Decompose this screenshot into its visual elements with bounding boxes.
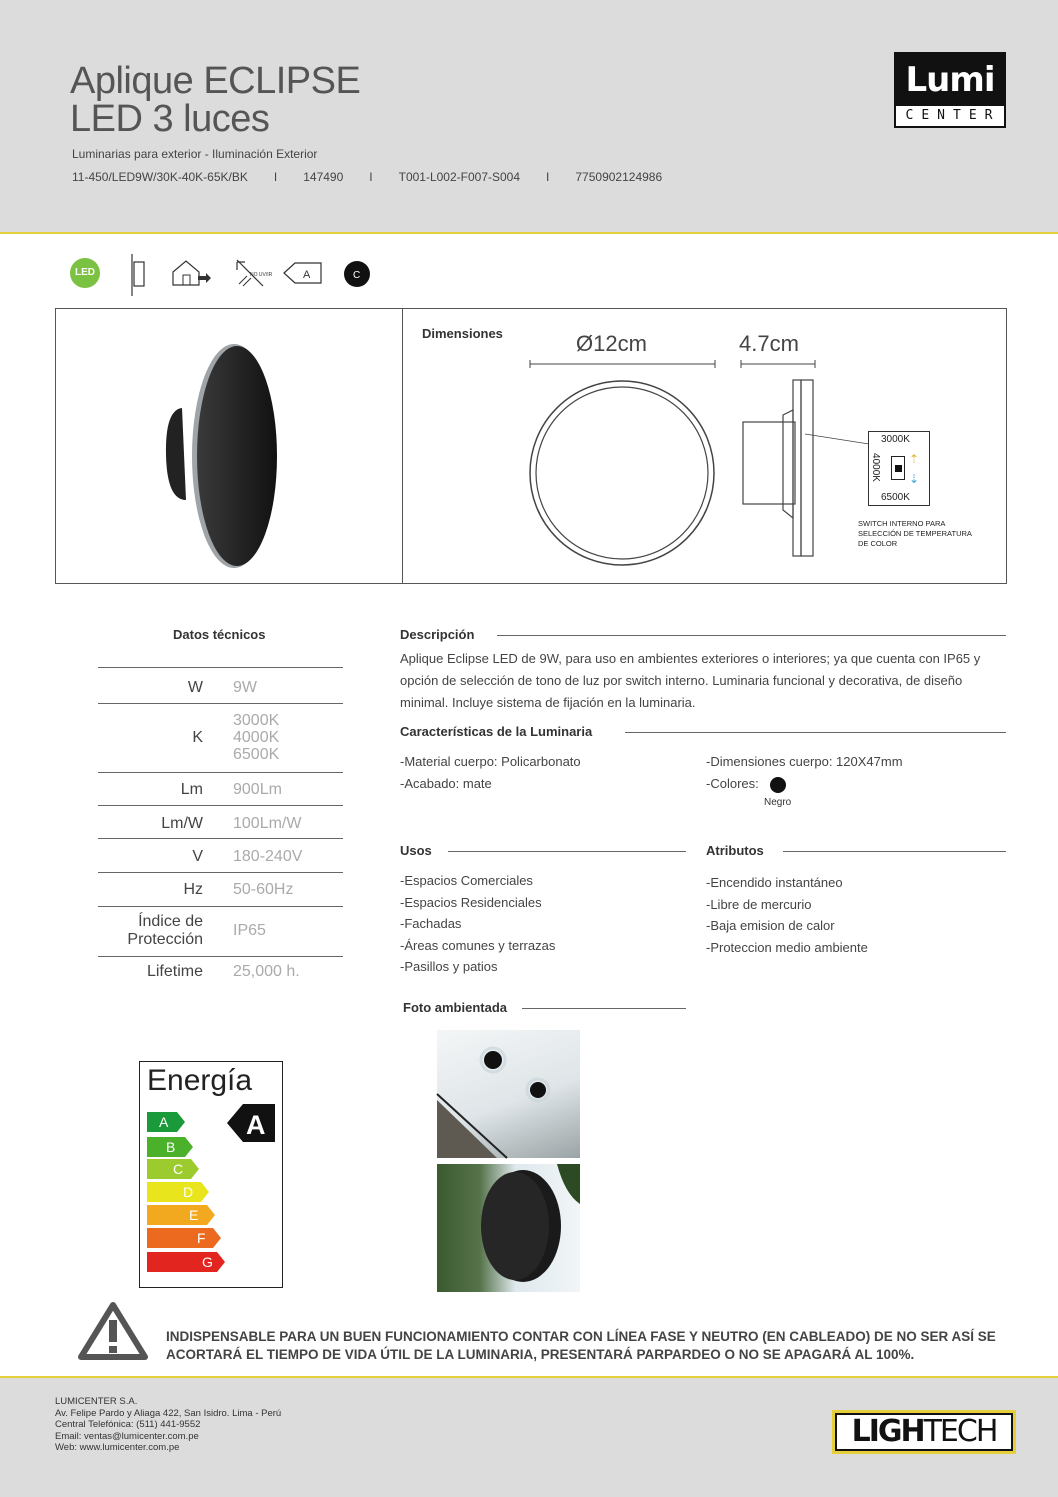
model-code: 11-450/LED9W/30K-40K-65K/BK: [72, 170, 248, 184]
energy-bar-a: [147, 1112, 187, 1132]
no-uv-label: NO UV/IR: [250, 272, 273, 278]
atributos-title: Atributos: [706, 843, 764, 858]
tech-title: Datos técnicos: [173, 627, 266, 642]
subtitle: Luminarias para exterior - Iluminación Exterior: [72, 147, 318, 161]
energy-title: Energía: [147, 1064, 253, 1097]
warning-text: [166, 1328, 1046, 1364]
usos-rule: [448, 851, 686, 852]
title-line-2: LED 3 luces: [70, 98, 270, 140]
ambient-photo-2: [437, 1164, 580, 1292]
list-item: -Colores:: [706, 775, 759, 791]
arrow-up-icon: ⇡: [909, 452, 920, 466]
list-item: -Fachadas: [400, 916, 462, 931]
color-swatch-black: [770, 777, 786, 793]
tech-label: Hz: [183, 881, 203, 898]
photos-title: Foto ambientada: [403, 1000, 508, 1015]
description-text: Aplique Eclipse LED de 9W, para uso en ambientes exteriores o interiores; ya que cuenta con IP65 y opción de selección de tono de luz por switch interno. Luminaria funcional y decorativa, de diseño minimal. Incluye sistema de fijación en la luminaria.: [400, 651, 981, 710]
tech-label: V: [192, 848, 203, 865]
wall-mount-icon: [128, 254, 148, 296]
company-phone: Central Telefónica: (511) 441-9552: [55, 1419, 201, 1430]
tech-row-k: [98, 703, 343, 772]
front-view-drawing: [520, 360, 720, 570]
diameter-dimension: Ø12cm: [576, 331, 647, 356]
characteristics-title: Características de la Luminaria: [400, 724, 593, 739]
tech-value: 900Lm: [233, 781, 282, 798]
tech-row-w: [98, 667, 343, 703]
list-item: -Áreas comunes y terrazas: [400, 937, 556, 953]
ambient-photo-1: [437, 1030, 580, 1158]
tech-label: Índice de Protección: [127, 913, 203, 948]
sku-code: 147490: [303, 170, 344, 184]
company-name: LUMICENTER S.A.: [55, 1396, 138, 1407]
energy-letter: F: [197, 1230, 206, 1246]
tech-row-ip: [98, 906, 343, 956]
list-item: -Acabado: mate: [400, 775, 492, 791]
characteristics-rule: [625, 732, 1006, 733]
code-separator: I: [369, 170, 373, 184]
warning-line-1: INDISPENSABLE PARA UN BUEN FUNCIONAMIENTO CONTAR CON LÍNEA FASE Y NEUTRO (EN CABLEADO) DE NO SER ASÍ SE: [166, 1329, 996, 1344]
tech-label: W: [187, 679, 203, 696]
tech-row-v: [98, 838, 343, 872]
color-switch-diagram: [868, 431, 930, 506]
description-title: Descripción: [400, 627, 475, 642]
warning-icon: [78, 1302, 148, 1360]
list-item: -Espacios Comerciales: [400, 873, 533, 888]
barcode-number: 7750902124986: [575, 170, 663, 184]
atributos-list: [706, 872, 868, 958]
characteristics-left: [400, 751, 581, 794]
switch-value-4000: 4000K: [869, 453, 881, 482]
ambient-photo-1-scene: [437, 1030, 580, 1158]
dimensions-label: Dimensiones: [422, 326, 503, 341]
energy-letter: G: [202, 1254, 213, 1270]
lightech-logo-bold: LIGH: [851, 1414, 924, 1449]
tech-label: Lm: [180, 781, 203, 798]
energy-letter: C: [173, 1161, 184, 1177]
energy-bar-g: [147, 1252, 229, 1272]
company-web: Web: www.lumicenter.com.pe: [55, 1442, 180, 1453]
usos-list: [400, 870, 555, 978]
lumicenter-logo: [894, 52, 1006, 128]
energy-class-icon: [283, 262, 323, 284]
code-separator: I: [546, 170, 550, 184]
ambient-photo-2-scene: [437, 1164, 580, 1292]
lightech-logo: [835, 1413, 1013, 1451]
company-email: Email: ventas@lumicenter.com.pe: [55, 1430, 199, 1442]
page-title: [70, 62, 360, 138]
description-rule: [497, 635, 1006, 636]
product-codes: [72, 170, 662, 184]
tech-value: 180-240V: [233, 848, 303, 865]
switch-knob: [895, 465, 902, 472]
tech-value: 50-60Hz: [233, 881, 294, 898]
list-item: -Encendido instantáneo: [706, 875, 843, 890]
company-info: [55, 1396, 281, 1454]
image-box-divider: [402, 309, 403, 583]
depth-dimension: 4.7cm: [739, 331, 799, 356]
usos-title: Usos: [400, 843, 432, 858]
led-icon: LED: [70, 258, 100, 288]
arrow-down-icon: ⇣: [909, 472, 920, 486]
energy-bar-d: [147, 1182, 213, 1202]
energy-letter: B: [166, 1139, 176, 1155]
energy-letter: A: [159, 1114, 169, 1130]
energy-bar-f: [147, 1228, 225, 1248]
lightech-logo-light: TECH: [923, 1414, 997, 1449]
no-uv-icon: [235, 258, 273, 288]
energy-bar-e: [147, 1205, 219, 1225]
list-item: -Libre de mercurio: [706, 896, 812, 912]
list-item: -Baja emision de calor: [706, 918, 835, 933]
tech-row-lmw: [98, 805, 343, 838]
category-code: T001-L002-F007-S004: [398, 170, 521, 184]
characteristics-right: [706, 751, 903, 794]
tech-row-lm: [98, 772, 343, 805]
energy-bar-b: [147, 1137, 197, 1157]
code-separator: I: [273, 170, 278, 184]
list-item: -Proteccion medio ambiente: [706, 939, 868, 955]
logo-text-bottom: CENTER: [905, 108, 1001, 123]
tech-label: K: [192, 729, 203, 746]
energy-rating: A: [246, 1110, 266, 1140]
warning-line-2: ACORTARÁ EL TIEMPO DE VIDA ÚTIL DE LA LUMINARIA, PRESENTARÁ PARPARDEO O NO SE APAGARÁ AL 100%.: [166, 1347, 915, 1362]
switch-note: SWITCH INTERNO PARA SELECCIÓN DE TEMPERATURA DE COLOR: [858, 519, 972, 548]
tech-value: 9W: [233, 679, 257, 696]
tech-label: Lifetime: [146, 963, 203, 980]
color-icon-label: C: [353, 270, 361, 281]
tech-row-hz: [98, 872, 343, 906]
switch-slot: [891, 456, 905, 480]
list-item: -Dimensiones cuerpo: 120X47mm: [706, 754, 903, 769]
logo-text-top: Lumi: [896, 54, 1004, 106]
list-item: -Material cuerpo: Policarbonato: [400, 754, 581, 769]
tech-value: 100Lm/W: [233, 815, 302, 832]
color-name: Negro: [764, 797, 792, 808]
switch-value-3000: 3000K: [881, 434, 910, 445]
energy-icon-label: A: [303, 269, 311, 281]
indoor-outdoor-icon: [170, 258, 212, 288]
list-item: -Pasillos y patios: [400, 959, 498, 974]
tech-value: IP65: [233, 922, 266, 939]
feature-icons: [70, 254, 390, 290]
tech-value: 25,000 h.: [233, 963, 300, 980]
energy-rating-arrow: [227, 1104, 275, 1142]
tech-label: Lm/W: [161, 815, 203, 832]
color-c-icon: [343, 260, 371, 288]
atributos-rule: [783, 851, 1006, 852]
energy-bar-c: [147, 1159, 203, 1179]
energy-letter: E: [189, 1207, 199, 1223]
tech-row-lifetime: [98, 956, 343, 986]
energy-letter: D: [183, 1184, 194, 1200]
photos-rule: [522, 1008, 686, 1009]
tech-value: 3000K 4000K 6500K: [233, 712, 280, 763]
title-line-1: Aplique ECLIPSE: [70, 60, 361, 102]
product-photo: [160, 340, 280, 570]
list-item: -Espacios Residenciales: [400, 894, 542, 910]
company-address: Av. Felipe Pardo y Aliaga 422, San Isidro. Lima - Perú: [55, 1407, 282, 1419]
switch-value-6500: 6500K: [881, 492, 910, 503]
